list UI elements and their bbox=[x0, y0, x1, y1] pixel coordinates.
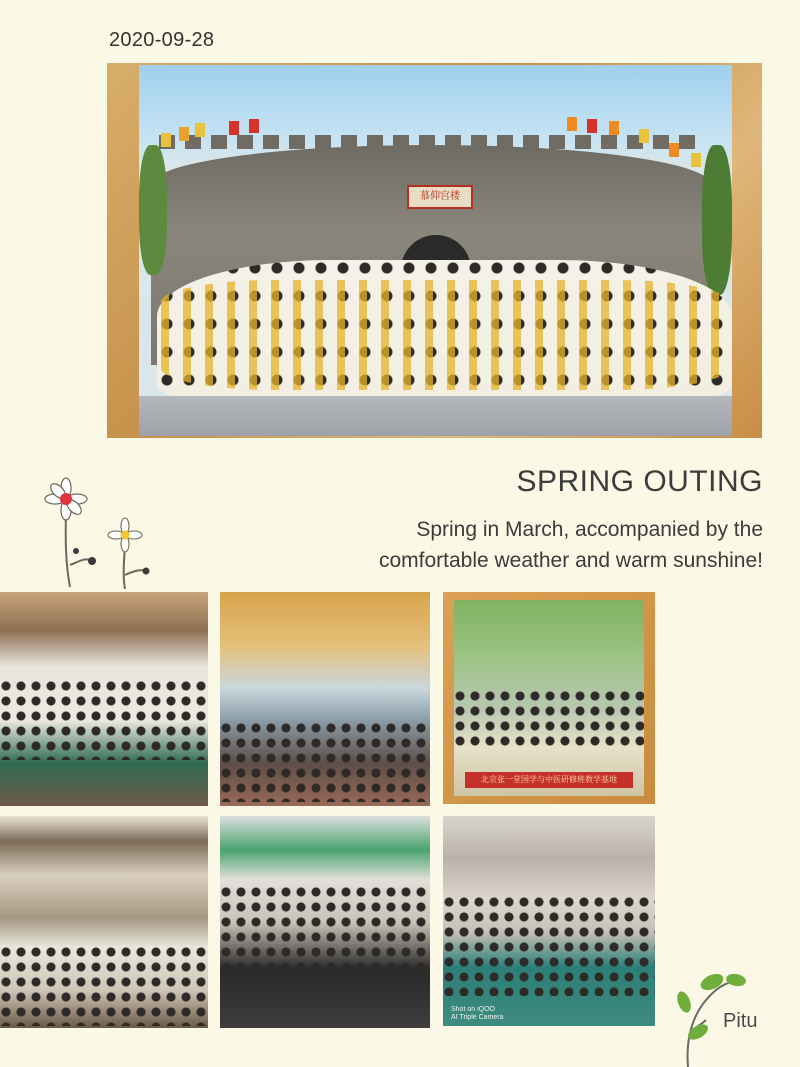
audience bbox=[220, 886, 430, 976]
tree-left bbox=[139, 145, 167, 275]
flag-icon bbox=[229, 121, 239, 135]
audience bbox=[0, 680, 208, 760]
flag-icon bbox=[195, 123, 205, 137]
flag-icon bbox=[609, 121, 619, 135]
gallery-photo-1[interactable] bbox=[0, 592, 208, 806]
hero-group-photo bbox=[139, 65, 732, 436]
stone-ground bbox=[139, 396, 732, 436]
framed-outdoor-photo bbox=[454, 600, 644, 796]
post-date: 2020-09-28 bbox=[109, 29, 215, 51]
flag-icon bbox=[587, 119, 597, 133]
gallery-photo-4[interactable] bbox=[0, 816, 208, 1028]
flowers-decoration bbox=[30, 465, 160, 595]
audience bbox=[443, 896, 655, 996]
yellow-flower-icon bbox=[108, 518, 150, 589]
gallery-photo-6[interactable] bbox=[443, 816, 655, 1026]
gate-plaque: 慕仰宫楼 bbox=[407, 185, 473, 209]
audience bbox=[0, 946, 208, 1026]
post-subtext: Spring in March, accompanied by the comfortable weather and warm sunshine! bbox=[378, 518, 763, 572]
walking-group bbox=[454, 690, 644, 750]
crowd-sashes bbox=[161, 280, 729, 390]
red-flower-icon bbox=[45, 478, 96, 587]
flag-icon bbox=[639, 129, 649, 143]
audience bbox=[220, 722, 430, 802]
flag-icon bbox=[669, 143, 679, 157]
flag-icon bbox=[567, 117, 577, 131]
flag-icon bbox=[179, 127, 189, 141]
flag-icon bbox=[691, 153, 701, 167]
flag-icon bbox=[161, 133, 171, 147]
gallery-photo-2[interactable] bbox=[220, 592, 430, 806]
camera-watermark: Shot on iQOO AI Triple Camera bbox=[451, 1006, 504, 1021]
tree-right bbox=[702, 145, 732, 295]
post-headline: SPRING OUTING bbox=[516, 465, 763, 498]
gallery-photo-5[interactable] bbox=[220, 816, 430, 1028]
gallery-photo-3[interactable] bbox=[443, 592, 655, 804]
photo-banner: 北京张一堂国学与中医研修班教学基地 bbox=[465, 772, 633, 788]
pitu-logo-text: Pitu bbox=[723, 1010, 758, 1032]
hero-photo-frame[interactable] bbox=[107, 63, 762, 438]
flag-icon bbox=[249, 119, 259, 133]
